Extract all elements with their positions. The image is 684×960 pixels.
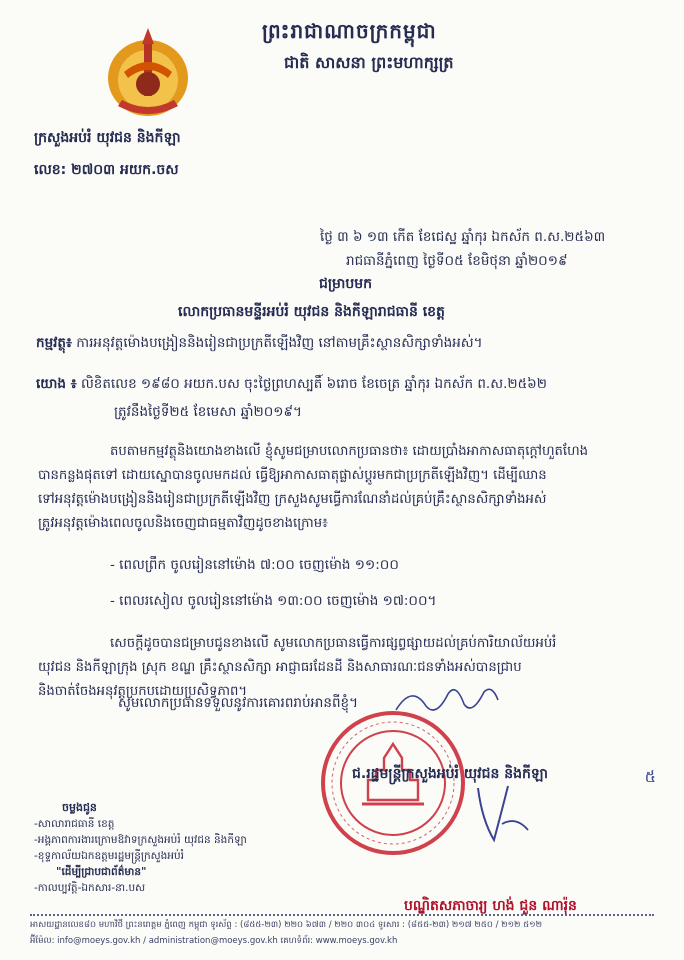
solar-date: រាជធានីភ្នំពេញ ថ្ងៃទី០៥ ខែមិថុនា ឆ្នាំ២០១៩ [346, 253, 568, 269]
closing-line: សូមលោកប្រធានទទួលនូវការគោរពរាប់អានពីខ្ញុំ។ [118, 695, 359, 711]
footer-divider [30, 914, 654, 916]
reference-line [36, 375, 547, 395]
paragraph-line: បានកន្លងផុតទៅ ដោយស្នោបានចូលមកដល់ ធ្វើឱ្យអាកាសធាតុផ្លាស់ប្តូរមកជាប្រក្រតីឡើងវិញ។ ដើម្បីឈាន [38, 468, 547, 483]
paragraph-line: ត្រូវអនុវត្តម៉ោងពេលចូលនិងចេញជាធម្មតាវិញដូចខាងក្រោម៖ [38, 516, 328, 531]
cc-item: -ខុទ្ទកាល័យឯកឧត្តមរដ្ឋមន្ត្រីក្រសួងអប់រំ [34, 850, 185, 862]
footer-address: អាសយដ្ឋានលេខ៨០ មហាវិថី ព្រះនរោត្តម ភ្នំពេញ កម្ពុជា ទូរស័ព្ទ : (៨៥៥-២៣) ២២០ ៦៧៣ / ២២០ ៣០៤ ទូរសារ : (៨៥៥-២៣) ២១៧ ២៥០ / ២១២ ៥១២ [30, 920, 543, 930]
addressee: លោកប្រធានមន្ទីរអប់រំ យុវជន និងកីឡារាជធានី ខេត្ត [178, 304, 445, 320]
subject-line [36, 334, 483, 354]
kingdom-title: ព្រះរាជាណាចក្រកម្ពុជា [262, 19, 437, 43]
carbon-copy-list [34, 800, 247, 896]
paragraph-line: យុវជន និងកីឡាក្រុង ស្រុក ខណ្ឌ គ្រឹះស្ថានសិក្សា អាជ្ញាធរដែនដី និងសាធារណៈជនទាំងអស់បានជ្រាប [38, 660, 522, 675]
signer-name: បណ្ឌិតសភាចារ្យ ហង់ ជួន ណារ៉ុន [404, 898, 577, 914]
signatory-title: ជ.រដ្ឋមន្ត្រីក្រសួងអប់រំ យុវជន និងកីឡា [352, 766, 549, 782]
schedule-morning: - ពេលព្រឹក ចូលរៀននៅម៉ោង ៧:០០ ចេញម៉ោង ១១:០០ [110, 557, 399, 573]
lunar-date: ថ្ងៃ ៣ ៦ ១៣ កើត ខែជេស្ឋ ឆ្នាំកុរ ឯកស័ក ព.ស.២៥៦៣ [320, 229, 606, 245]
paragraph-line: និងចាត់ចែងអនុវត្តប្រកបដោយប្រសិទ្ធភាព។ [38, 684, 248, 699]
ministry-name: ក្រសួងអប់រំ យុវជន និងកីឡា [34, 130, 181, 146]
national-motto: ជាតិ សាសនា ព្រះមហាក្សត្រ [284, 53, 454, 72]
royal-emblem-icon [104, 22, 192, 120]
cc-item: -កាលប្បវត្តិ-ឯកសារ-នា.បស [34, 882, 146, 894]
body-paragraph-1 [38, 440, 588, 536]
cc-highlight: "ដើម្បីជ្រាបជាព័ត៌មាន" [56, 866, 147, 878]
subject-text: ការអនុវត្តម៉ោងបង្រៀននិងរៀនជាប្រក្រតីឡើងវិញ នៅតាមគ្រឹះស្ថានសិក្សាទាំងអស់។ [76, 335, 483, 351]
reference-number: លេខ: ២៧០៣ អយក.ចស [34, 162, 179, 178]
footer-contact: អ៊ីម៉ែល: info@moeys.gov.kh / administration@moeys.gov.kh គេហទំព័រ: www.moeys.gov.kh [30, 936, 398, 946]
subject-label: កម្មវត្ថុ៖ [36, 335, 72, 351]
cc-title: ចម្លងជូន [62, 801, 97, 814]
reference-label: យោង ៖ [36, 376, 77, 392]
reference-line-2: ត្រូវនឹងថ្ងៃទី២៥ ខែមេសា ឆ្នាំ២០១៩។ [114, 404, 302, 420]
cc-item: -សាលារាជធានី ខេត្ត [34, 818, 115, 830]
schedule-afternoon: - ពេលរសៀល ចូលរៀននៅម៉ោង ១៣:០០ ចេញម៉ោង ១៧:០០។ [110, 593, 437, 609]
handwritten-mark: ៥ [644, 767, 656, 786]
cc-item: -អង្គភាពការងារក្រោមឱវាទក្រសួងអប់រំ យុវជន និងកីឡា [34, 834, 247, 846]
paragraph-line: សេចក្តីដូចបានជម្រាបជូនខាងលើ សូមលោកប្រធានធ្វើការផ្សព្វផ្សាយដល់គ្រប់ការិយាល័យអប់រំ [110, 636, 557, 651]
paragraph-line: ទៅអនុវត្តម៉ោងបង្រៀននិងរៀនជាប្រក្រតីឡើងវិញ ក្រសួងសូមធ្វើការណែនាំដល់គ្រប់គ្រឹះស្ថានសិក្សាទាំងអស់ [38, 492, 547, 507]
reference-text: លិខិតលេខ ១៩៨០ អយក.បស ចុះថ្ងៃព្រហស្បតិ៍ ៦រោច ខែចេត្រ ឆ្នាំកុរ ឯកស័ក ព.ស.២៥៦២ [80, 376, 547, 392]
minister-signature-icon [472, 780, 532, 850]
paragraph-line: តបតាមកម្មវត្ថុនិងយោងខាងលើ ខ្ញុំសូមជម្រាបលោកប្រធានថា៖ ដោយប្រាំងអាកាសធាតុក្តៅហួតហែង [110, 444, 588, 459]
respectfully-to: ជម្រាបមក [319, 276, 373, 292]
